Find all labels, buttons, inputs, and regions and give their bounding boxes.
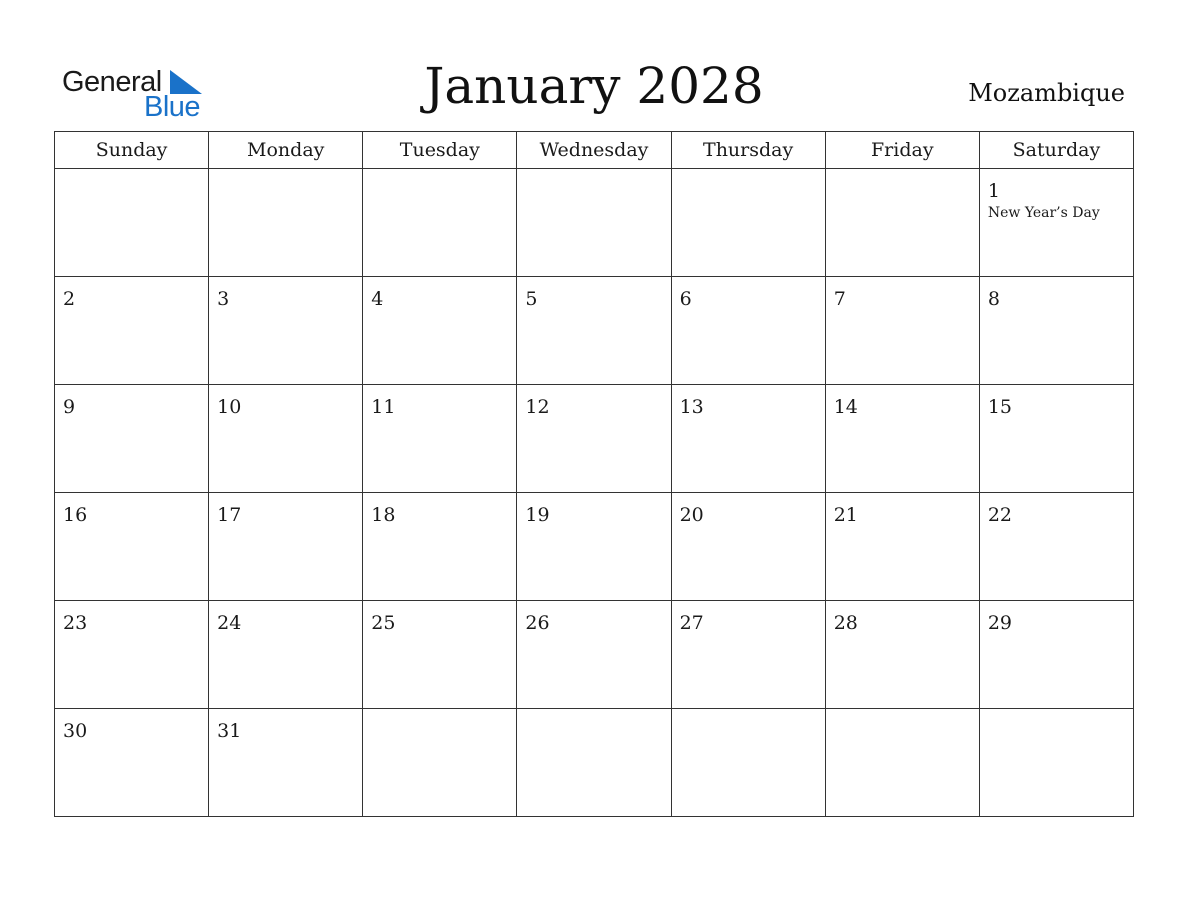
day-number: 11 [371, 396, 396, 418]
day-number: 3 [217, 288, 230, 310]
day-cell [55, 277, 209, 385]
day-number: 2 [63, 288, 76, 310]
day-number: 24 [217, 612, 242, 634]
day-number: 12 [525, 396, 550, 418]
day-cell [979, 493, 1133, 601]
day-number: 31 [217, 720, 242, 742]
day-cell [979, 709, 1133, 817]
day-cell [517, 385, 671, 493]
day-cell [55, 385, 209, 493]
day-cell [363, 277, 517, 385]
day-cell [979, 277, 1133, 385]
day-cell [671, 169, 825, 277]
day-cell [209, 709, 363, 817]
week-row [55, 169, 1134, 277]
weekday-header: Saturday [979, 132, 1133, 169]
holiday-label: New Year’s Day [987, 205, 1100, 221]
day-number: 30 [63, 720, 88, 742]
calendar-title: January 2028 [424, 57, 764, 115]
day-number: 4 [371, 288, 384, 310]
day-number: 8 [987, 288, 1000, 310]
day-cell [825, 277, 979, 385]
day-cell [979, 169, 1133, 277]
day-number: 18 [371, 504, 396, 526]
logo-text-general: General [62, 66, 162, 98]
day-cell [209, 385, 363, 493]
day-number: 13 [679, 396, 704, 418]
weekday-header-row [55, 132, 1134, 169]
day-number: 15 [987, 396, 1013, 418]
day-number: 7 [833, 288, 846, 310]
day-cell [209, 601, 363, 709]
day-number: 20 [679, 504, 704, 526]
day-number: 1 [987, 180, 1000, 202]
weekday-header: Tuesday [363, 132, 517, 169]
day-cell [671, 493, 825, 601]
day-cell [363, 493, 517, 601]
day-cell [363, 709, 517, 817]
day-cell [671, 709, 825, 817]
day-cell [671, 277, 825, 385]
day-cell [671, 385, 825, 493]
week-row [55, 385, 1134, 493]
day-cell [517, 277, 671, 385]
day-number: 14 [833, 396, 858, 418]
day-number: 25 [371, 612, 396, 634]
week-row [55, 709, 1134, 817]
week-row [55, 277, 1134, 385]
day-cell [55, 169, 209, 277]
day-cell [209, 493, 363, 601]
day-cell [825, 493, 979, 601]
day-number: 5 [525, 288, 538, 310]
day-cell [55, 709, 209, 817]
day-number: 17 [217, 504, 242, 526]
weekday-header: Sunday [55, 132, 209, 169]
calendar-grid [54, 131, 1134, 817]
weekday-header: Thursday [671, 132, 825, 169]
weekday-header: Wednesday [517, 132, 671, 169]
day-cell [209, 277, 363, 385]
day-number: 21 [833, 504, 858, 526]
day-cell [363, 601, 517, 709]
day-cell [825, 601, 979, 709]
country-name: Mozambique [968, 79, 1125, 107]
day-cell [825, 385, 979, 493]
day-number: 10 [217, 396, 242, 418]
weekday-header: Monday [209, 132, 363, 169]
day-number: 9 [63, 396, 76, 418]
day-number: 27 [679, 612, 704, 634]
day-cell [55, 493, 209, 601]
day-cell [209, 169, 363, 277]
day-number: 22 [987, 504, 1013, 526]
day-cell [363, 169, 517, 277]
day-number: 19 [525, 504, 550, 526]
day-cell [979, 601, 1133, 709]
day-cell [517, 601, 671, 709]
weekday-header: Friday [825, 132, 979, 169]
week-row [55, 601, 1134, 709]
day-cell [517, 709, 671, 817]
day-number: 16 [63, 504, 88, 526]
day-cell [363, 385, 517, 493]
day-number: 28 [833, 612, 858, 634]
day-cell [517, 493, 671, 601]
day-cell [825, 169, 979, 277]
day-number: 6 [679, 288, 692, 310]
day-cell [55, 601, 209, 709]
day-cell [517, 169, 671, 277]
day-cell [979, 385, 1133, 493]
day-number: 29 [987, 612, 1013, 634]
day-cell [825, 709, 979, 817]
logo-text-blue: Blue [144, 91, 201, 123]
day-number: 23 [63, 612, 88, 634]
week-row [55, 493, 1134, 601]
day-number: 26 [525, 612, 550, 634]
day-cell [671, 601, 825, 709]
